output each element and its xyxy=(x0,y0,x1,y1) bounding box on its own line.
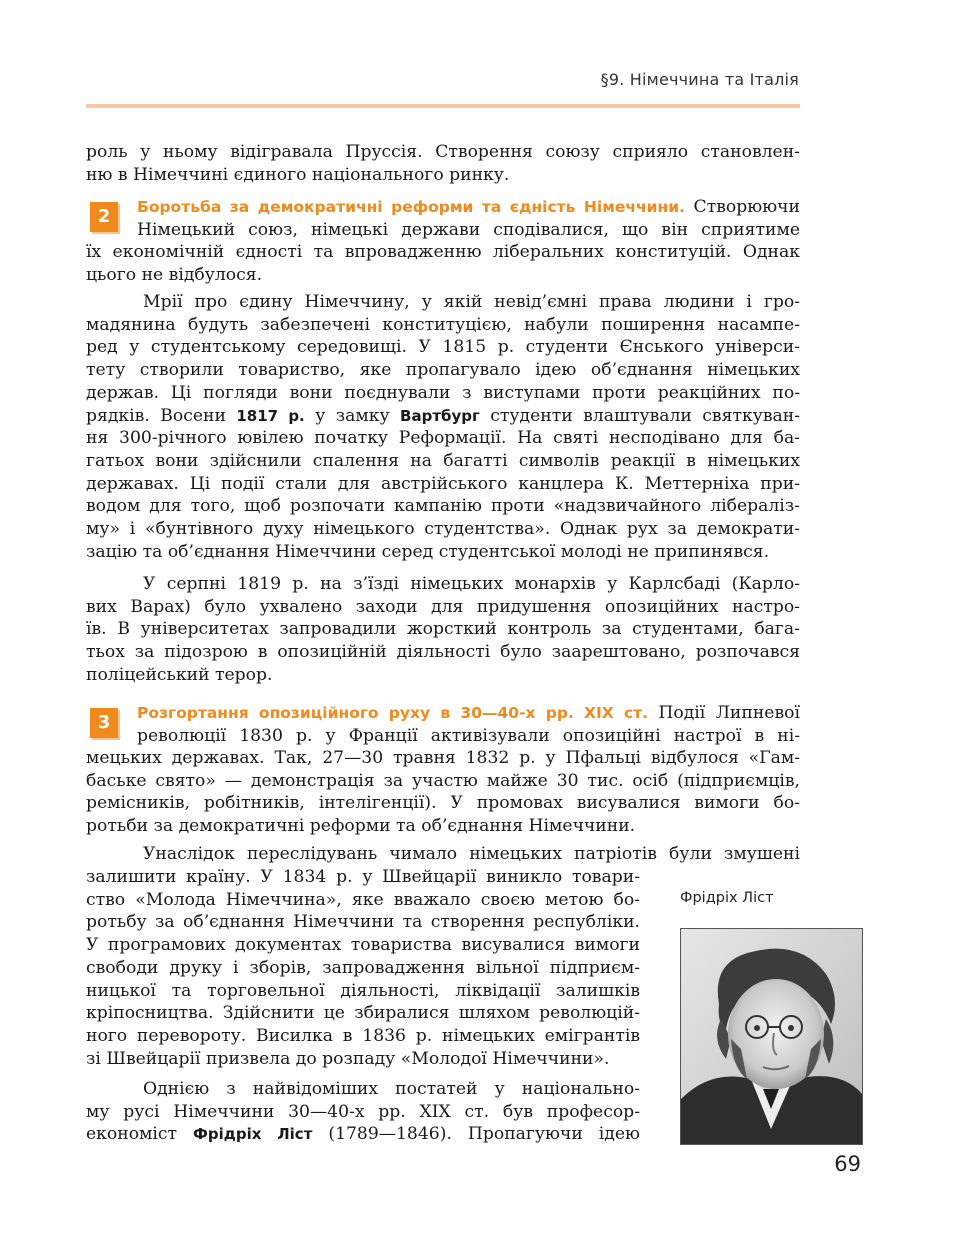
text-line: водом для того, щоб розпочати кампанію проти «надзвичайного лібералiз- xyxy=(86,496,800,517)
text-line: Мрії про єдину Німеччину, у якій невід’ємні права людини і гро- xyxy=(143,292,800,312)
page-header: §9. Німеччина та Італія xyxy=(600,70,799,89)
text-line: гатьох вони здійснили спалення на багатті символів реакції в німецьких xyxy=(86,450,800,471)
text-line: держав. Ці погляди вони поєднували з виступами проти реакційних по- xyxy=(86,382,800,403)
text-line: цього не відбулося. xyxy=(86,264,263,285)
text-line: поліцейський терор. xyxy=(86,664,273,685)
text-line: роль у ньому відігравала Пруссія. Створення союзу сприяло становлен- xyxy=(86,142,800,162)
text-line: ного перевороту. Висилка в 1836 р. німецьких емігрантів xyxy=(86,1025,640,1046)
figure-caption: Фрідріх Ліст xyxy=(680,890,774,906)
text-line: вих Варах) було ухвалено заходи для придушення опозиційних настро- xyxy=(86,596,800,617)
section2-paragraph2 xyxy=(86,291,800,563)
text-line: У програмових документах товариства висувалися вимоги xyxy=(86,935,640,956)
text-line: державах. Ці події стали для австрійського канцлера К. Меттерніха при- xyxy=(86,473,800,494)
text-line: залишити країну. У 1834 р. у Швейцарії виникло товари- xyxy=(86,867,640,887)
bold-term: 1817 р. xyxy=(236,406,305,425)
intro-paragraph xyxy=(86,141,800,186)
text-line: мадянина будуть забезпечені конституцією, набули поширення насампе- xyxy=(86,314,800,335)
text-line: рядків. Восени 1817 р. у замку Вартбург студенти влаштували святкуван- xyxy=(86,405,801,426)
portrait-image xyxy=(680,928,863,1145)
text-line: баське свято» — демонстрація за участю майже 30 тис. осіб (підприємців, xyxy=(86,770,800,791)
bold-term: Фрідріх Ліст xyxy=(193,1125,313,1144)
section3-paragraph2 xyxy=(86,866,640,1070)
section2-paragraph3 xyxy=(86,573,800,687)
text-line: економіст Фрідріх Ліст (1789—1846). Пропагуючи ідею xyxy=(86,1124,640,1145)
section3-paragraph2-first xyxy=(86,843,800,866)
text-line: Боротьба за демократичні реформи та єдність Німеччини. Створюючи xyxy=(137,197,800,217)
text-line: му» і «бунтівного духу німецького студентства». Однак рух за демократи- xyxy=(86,519,800,540)
text-line: їх економічній єдності та впровадженню ліберальних конституцій. Однак xyxy=(86,242,800,262)
text-line: ницької та торговельної діяльності, ліквідації залишків xyxy=(86,980,640,1001)
section3-paragraph1-cont xyxy=(86,747,800,838)
text-line: Німецький союз, німецькі держави сподівалися, що він сприятиме xyxy=(137,219,800,240)
page-number: 69 xyxy=(834,1152,861,1176)
text-line: ню в Німеччині єдиного національного ринку. xyxy=(86,164,510,185)
text-line: зі Швейцарії призвела до розпаду «Молодої Німеччини». xyxy=(86,1048,610,1069)
text-line: му русі Німеччини 30—40-х рр. XIX ст. був професор- xyxy=(86,1101,640,1122)
text-line: У серпні 1819 р. на з’їзді німецьких монархів у Карлсбаді (Карло- xyxy=(143,574,800,594)
text-line: Однією з найвідоміших постатей у національно- xyxy=(143,1079,640,1099)
text-line: ред у студентському середовищі. У 1815 р. студенти Єнського універси- xyxy=(86,337,800,358)
section2-paragraph1-cont xyxy=(86,241,800,286)
text-line: революції 1830 р. у Франції активізували опозиційні настрої в ні- xyxy=(137,725,800,746)
bold-term: Вартбург xyxy=(400,406,480,425)
text-line: ротьбу за об’єднання Німеччини та створення республіки. xyxy=(86,912,640,933)
text-line: тету створили товариство, яке пропагувало ідею об’єднання німецьких xyxy=(86,360,800,381)
text-line: ство «Молода Німеччина», яке вважало своєю метою бо- xyxy=(86,889,640,910)
section3-paragraph3 xyxy=(86,1078,640,1146)
text-line: зацію та об’єднання Німеччини серед студентської молоді не припинявся. xyxy=(86,541,770,562)
section2-paragraph1 xyxy=(137,196,800,241)
text-line: ремісників, робітників, інтелігенції). У промовах висувалися вимоги бо- xyxy=(86,793,800,814)
text-line: Розгортання опозиційного руху в 30—40-х рр. XIX ст. Події Липневої xyxy=(137,703,800,723)
text-line: ня 300-річного ювілею початку Реформації. На святі несподівано для ба- xyxy=(86,428,800,449)
text-line: свободи друку і зборів, запровадження вільної підприєм- xyxy=(86,957,640,978)
text-line: кріпосництва. Здійснити це збиралися шляхом революцій- xyxy=(86,1003,640,1024)
text-line: тьох за підозрою в опозиційній діяльності було заарештовано, розпочався xyxy=(86,642,800,663)
section3-paragraph1 xyxy=(137,702,800,747)
text-line: ротьби за демократичні реформи та об’єднання Німеччини. xyxy=(86,816,636,837)
text-line: мецьких державах. Так, 27—30 травня 1832 р. у Пфальці відбулося «Гам- xyxy=(86,748,800,768)
section-number-badge: 2 xyxy=(90,202,118,232)
section-title: Боротьба за демократичні реформи та єдність Німеччини. xyxy=(137,198,686,216)
section-title: Розгортання опозиційного руху в 30—40-х рр. XIX ст. xyxy=(137,704,649,722)
text-line: їв. В університетах запровадили жорсткий контроль за студентами, бага- xyxy=(86,619,800,640)
header-rule xyxy=(86,104,800,108)
section-number-badge: 3 xyxy=(90,708,118,738)
text-line: Унаслідок переслідувань чимало німецьких патріотів були змушені xyxy=(143,844,800,864)
